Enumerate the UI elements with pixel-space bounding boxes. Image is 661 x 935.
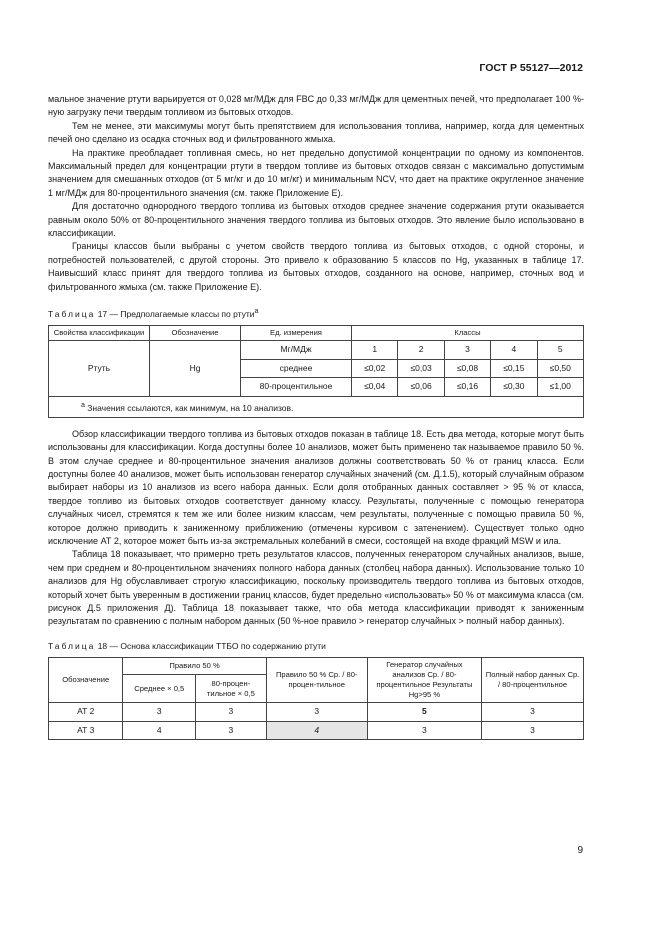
paragraph: Границы классов были выбраны с учетом свойств твердого топлива из бытовых отходов, с одной стороны, и потребностей пользователей, с другой стороны. Это привело к образованию 5 классов по Hg, указанных в таблице 17. Наивысший класс принят для твердого топлива из бытовых отходов, созданного на основе, например, сточных вод и фильтрованного жмыха (см. также Приложение Е).: [48, 241, 584, 292]
value-cell: ≤0,03: [398, 359, 444, 377]
table-note: $^а$ Значения ссылаются, как минимум, на 10 анализов.: [49, 396, 584, 417]
table-17-caption: Таблица 17 — Предполагаемые классы по ртути$^а$: [48, 307, 259, 319]
value-cell: ≤0,50: [537, 359, 583, 377]
section-1: [48, 93, 584, 294]
column-header: Полный набор данных Ср. / 80-процентильное: [482, 658, 584, 703]
value-cell: 3: [196, 703, 267, 721]
value-cell: 3: [196, 721, 267, 739]
paragraph: мальное значение ртути варьируется от 0,028 мг/МДж для FBC до 0,33 мг/МДж для цементных печей, что предполагает 100 %-ную загрузку печи твердым топливом из бытовых отходов.: [48, 94, 584, 118]
property-cell: Ртуть: [49, 341, 150, 396]
paragraph: На практике преобладает топливная смесь, но нет предельно допустимой концентрации по одному из компонентов. Максимальный предел для концентрации ртути в твердом топливе из бытовых отходов связан с максимально допустимым значением для смешанных отходов (от 5 мг/кг и до 10 мг/кг) и минимальным NCV, что дает на практике округленное значение 1 мг/МДж для 80-процентильного значения (см. также Приложение Е).: [48, 147, 584, 198]
value-cell: ≤0,30: [491, 378, 537, 396]
column-header: Правило 50 % Ср. / 80-процен-тильное: [266, 658, 367, 703]
value-cell: 4: [266, 721, 367, 739]
column-header: Обозначение: [49, 658, 123, 703]
paragraph: Для достаточно однородного твердого топлива из бытовых отходов среднее значение содержания ртути оказывается равным около 50% от 80-процентильного значения твердого топлива из бытовых отходов. Это явление было использовано в классификации.: [48, 201, 584, 239]
value-cell: 3: [482, 721, 584, 739]
row-label: АТ 2: [49, 703, 123, 721]
column-header: Ед. измерения: [241, 326, 352, 341]
unit-cell: 80-процентильное: [241, 378, 352, 396]
class-cell: 1: [352, 341, 398, 359]
paragraph: Тем не менее, эти максимумы могут быть препятствием для использования топлива, например, когда для цементных печей оно сделано из осадка сточных вод и фильтрованного жмыха.: [48, 120, 584, 145]
unit-cell: Мг/МДж: [241, 341, 352, 359]
column-header: Правило 50 %: [123, 658, 266, 675]
value-cell: ≤0,04: [352, 378, 398, 396]
row-label: АТ 3: [49, 721, 123, 739]
value-cell: 3: [123, 703, 196, 721]
paragraph: Обзор классификации твердого топлива из бытовых отходов показан в таблице 18. Есть два метода, которые могут быть использованы для классификации. Когда доступны более 10 анализов, может быть применено так называемое правило 50 %. В этом случае среднее и 80-процентильное значения анализов должны соответствовать 50 % от границ класса. Если доступны более 40 анализов, может быть использован генератор случайных значений (см. Д.1.5), который случайным образом выбирает наборы из 10 анализов из всего набора данных. Если доля отобранных данных составляет > 95 % от класса, твердое топливо из бытовых отходов соответствует данному классу. Результаты, полученные с помощью генератора случайных чисел, стремятся к тем же или более низким классам, чем результаты, полученные с помощью правила 50 %, которое должно приводить к заниженному приближению (отмечены курсивом с затенением). Существует только одно исключение АТ 2, которое может быть из-за экстремальных колебаний в смеси, состоящей на входе фракций MSW и ила.: [48, 428, 584, 547]
value-cell: ≤1,00: [537, 378, 583, 396]
section-2: [48, 428, 584, 629]
value-cell: 4: [123, 721, 196, 739]
value-cell: ≤0,08: [444, 359, 490, 377]
unit-cell: среднее: [241, 359, 352, 377]
column-header: Свойства классификации: [49, 326, 150, 341]
value-cell: ≤0,02: [352, 359, 398, 377]
page-number: 9: [577, 845, 583, 856]
value-cell: ≤0,06: [398, 378, 444, 396]
class-cell: 3: [444, 341, 490, 359]
symbol-cell: Hg: [150, 341, 241, 396]
document-code: ГОСТ Р 55127—2012: [479, 62, 583, 74]
class-cell: 5: [537, 341, 583, 359]
value-cell: ≤0,16: [444, 378, 490, 396]
column-header: 80-процен-тильное × 0,5: [196, 675, 267, 703]
column-header: Среднее × 0,5: [123, 675, 196, 703]
value-cell: 3: [266, 703, 367, 721]
class-cell: 2: [398, 341, 444, 359]
table-18: [48, 657, 584, 740]
value-cell: 3: [367, 721, 481, 739]
column-header: Генератор случайных анализов Ср. / 80-процентильное Результаты Hg>95 %: [367, 658, 481, 703]
value-cell: ≤0,15: [491, 359, 537, 377]
table-17: [48, 325, 584, 417]
value-cell: 5: [367, 703, 481, 721]
class-cell: 4: [491, 341, 537, 359]
value-cell: 3: [482, 703, 584, 721]
column-header: Обозначение: [150, 326, 241, 341]
column-header: Классы: [352, 326, 584, 341]
paragraph: Таблица 18 показывает, что примерно треть результатов классов, полученных генератором случайных анализов, выше, чем при среднем и 80-процентильном значениях полного набора данных (столбец набора данных). Использование только 10 анализов для Hg обуславливает строгую классификацию, поскольку производитель твердого топлива из бытовых отходов, который хочет быть уверенным в достижении границ классов, будет предельно «использовать» 50 % от максимума класса (см. рисунок Д.5 приложения Д). Таблица 18 показывает также, что оба метода классификации приводят к заниженным результатам по сравнению с полным набором данных (50 %-ное правило > генератор случайных > полный набор данных).: [48, 549, 584, 627]
page-body: [48, 93, 584, 740]
table-18-caption: Таблица 18 — Основа классификации ТТБО по содержанию ртути: [48, 640, 326, 651]
